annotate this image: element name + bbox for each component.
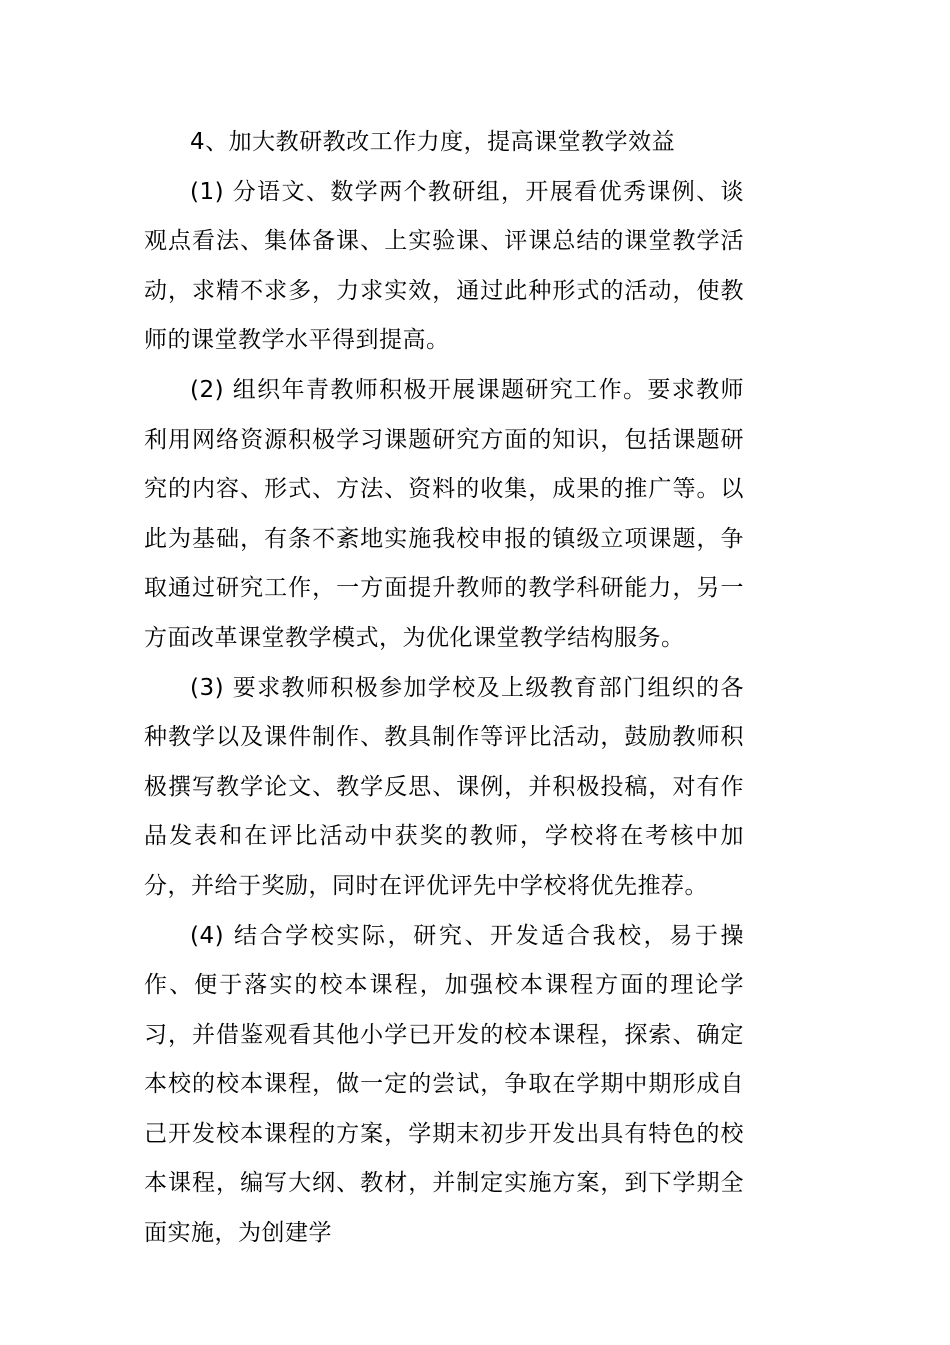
paragraph-3: (3) 要求教师积极参加学校及上级教育部门组织的各种教学以及课件制作、教具制作等评比活动，鼓励教师积极撰写教学论文、教学反思、课例，并积极投稿，对有作品发表和在评比活动中获奖的教师，学校将在考核中加分，并给于奖励，同时在评优评先中学校将优先推荐。 [144, 674, 744, 899]
paragraph-2: (2) 组织年青教师积极开展课题研究工作。要求教师利用网络资源积极学习课题研究方面的知识，包括课题研究的内容、形式、方法、资料的收集，成果的推广等。以此为基础，有条不紊地实施我校申报的镇级立项课题，争取通过研究工作，一方面提升教师的教学科研能力，另一方面改革课堂教学模式，为优化课堂教学结构服务。 [144, 376, 744, 651]
section-heading: 4、加大教研教改工作力度，提高课堂教学效益 [190, 129, 676, 155]
paragraph-4: (4) 结合学校实际，研究、开发适合我校，易于操作、便于落实的校本课程，加强校本课程方面的理论学习，并借鉴观看其他小学已开发的校本课程，探索、确定本校的校本课程，做一定的尝试，争取在学期中期形成自己开发校本课程的方案，学期末初步开发出具有特色的校本课程，编写大纲、教材，并制定实施方案，到下学期全面实施，为创建学 [144, 922, 744, 1247]
document-page [144, 118, 744, 1259]
paragraph-1: (1) 分语文、数学两个教研组，开展看优秀课例、谈观点看法、集体备课、上实验课、评课总结的课堂教学活动，求精不求多，力求实效，通过此种形式的活动，使教师的课堂教学水平得到提高。 [144, 178, 744, 354]
